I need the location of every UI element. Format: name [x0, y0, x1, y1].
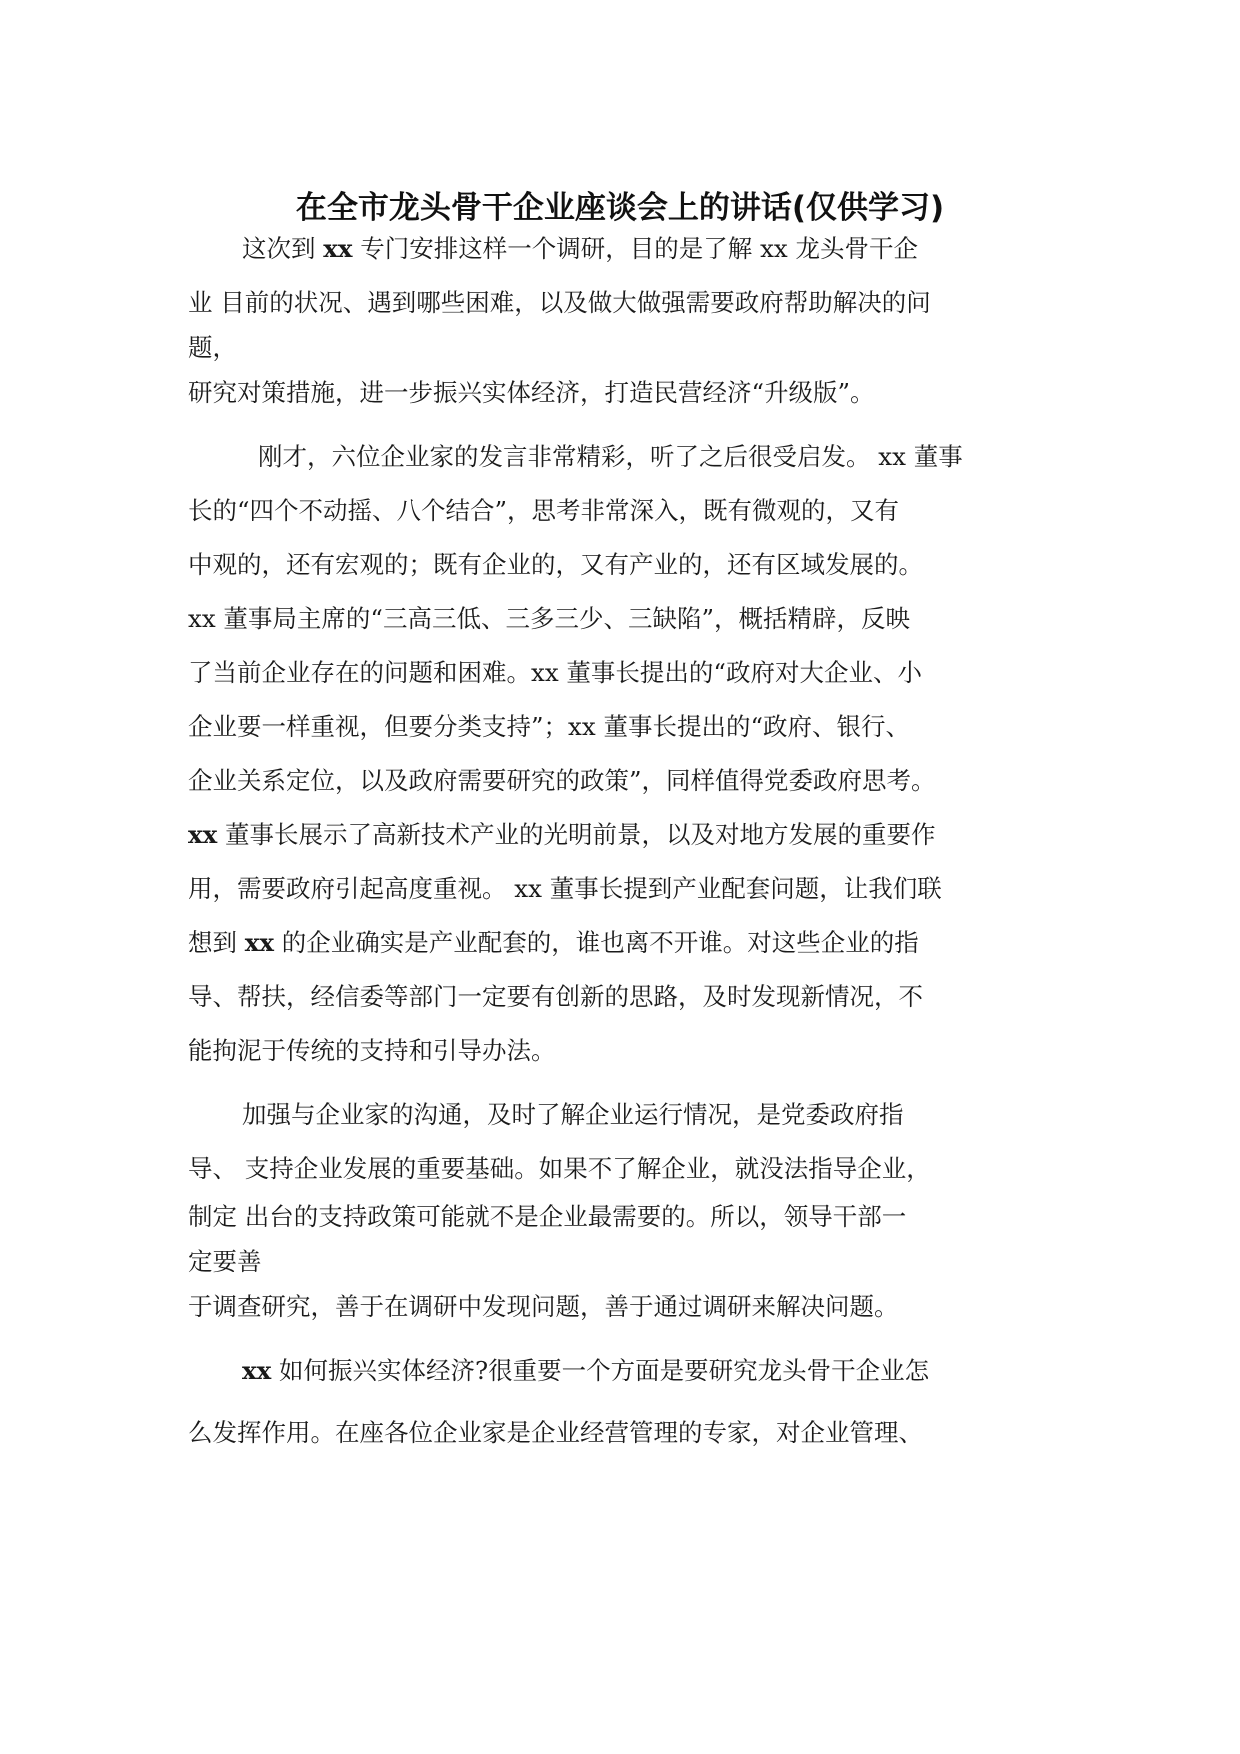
paragraph-1-line-2: [188, 286, 931, 320]
paragraph-3-line-1: [242, 1098, 904, 1132]
paragraph-1-line-4: [188, 376, 875, 410]
bold-text-span: xx: [188, 820, 218, 849]
text-span: 中观的，还有宏观的；既有企业的，又有产业的，还有区域发展的。: [188, 550, 923, 579]
text-span: 题，: [188, 333, 237, 362]
text-span: 专门安排这样一个调研，目的是了解 xx 龙头骨干企: [352, 234, 919, 263]
text-span: 研究对策措施，进一步振兴实体经济，打造民营经济“升级版”。: [188, 378, 875, 407]
paragraph-3-line-2: [188, 1152, 931, 1186]
paragraph-2-line-11: [188, 980, 923, 1014]
text-span: 导、帮扶，经信委等部门一定要有创新的思路，及时发现新情况，不: [188, 982, 923, 1011]
text-span: 长的“四个不动摇、八个结合”，思考非常深入，既有微观的，又有: [188, 496, 900, 525]
text-span: 董事长展示了高新技术产业的光明前景，以及对地方发展的重要作: [217, 820, 936, 849]
bold-text-span: xx: [242, 1356, 272, 1385]
paragraph-4-line-1: [242, 1354, 929, 1388]
text-span: 导、 支持企业发展的重要基础。如果不了解企业，就没法指导企业，: [188, 1154, 931, 1183]
paragraph-2-line-1: [258, 440, 963, 474]
text-span: 制定 出台的支持政策可能就不是企业最需要的。所以，领导干部一: [188, 1202, 907, 1231]
paragraph-4-line-2: [188, 1416, 923, 1450]
document-title: 在全市龙头骨干企业座谈会上的讲话(仅供学习): [295, 190, 945, 226]
text-span: 定要善: [188, 1247, 262, 1276]
text-span: 企业关系定位，以及政府需要研究的政策”，同样值得党委政府思考。: [188, 766, 936, 795]
paragraph-2-line-2: [188, 494, 899, 528]
text-span: 于调查研究，善于在调研中发现问题，善于通过调研来解决问题。: [188, 1292, 899, 1321]
paragraph-2-line-5: [188, 656, 922, 690]
text-span: 企业要一样重视，但要分类支持”；xx 董事长提出的“政府、银行、: [188, 712, 910, 741]
text-span: xx 董事局主席的“三高三低、三多三少、三缺陷”，概括精辟，反映: [188, 604, 910, 633]
text-span: 业 目前的状况、遇到哪些困难，以及做大做强需要政府帮助解决的问: [188, 288, 931, 317]
paragraph-3-line-5: [188, 1290, 899, 1324]
text-span: 这次到: [242, 234, 324, 263]
paragraph-2-line-6: [188, 710, 910, 744]
paragraph-2-line-10: [188, 926, 919, 960]
text-span: 用，需要政府引起高度重视。 xx 董事长提到产业配套问题，让我们联: [188, 874, 942, 903]
text-span: 了当前企业存在的问题和困难。xx 董事长提出的“政府对大企业、小: [188, 658, 922, 687]
paragraph-2-line-9: [188, 872, 942, 906]
paragraph-2-line-7: [188, 764, 936, 798]
bold-text-span: xx: [244, 928, 275, 957]
text-span: 能拘泥于传统的支持和引导办法。: [188, 1036, 556, 1065]
paragraph-2-line-4: [188, 602, 910, 636]
text-span: 么发挥作用。在座各位企业家是企业经营管理的专家，对企业管理、: [188, 1418, 923, 1447]
paragraph-1-line-3: [188, 331, 237, 365]
paragraph-2-line-8: [188, 818, 936, 852]
paragraph-1-line-1: [242, 232, 918, 266]
text-span: 刚才，六位企业家的发言非常精彩，听了之后很受启发。 xx 董事: [258, 442, 963, 471]
paragraph-3-line-3: [188, 1200, 906, 1234]
text-span: 加强与企业家的沟通，及时了解企业运行情况，是党委政府指: [242, 1100, 904, 1129]
text-span: 想到: [188, 928, 245, 957]
text-span: 的企业确实是产业配套的，谁也离不开谁。对这些企业的指: [274, 928, 919, 957]
paragraph-2-line-12: [188, 1034, 556, 1068]
paragraph-2-line-3: [188, 548, 923, 582]
bold-text-span: xx: [323, 234, 353, 263]
paragraph-3-line-4: [188, 1245, 262, 1279]
text-span: 如何振兴实体经济?很重要一个方面是要研究龙头骨干企业怎: [271, 1356, 930, 1385]
